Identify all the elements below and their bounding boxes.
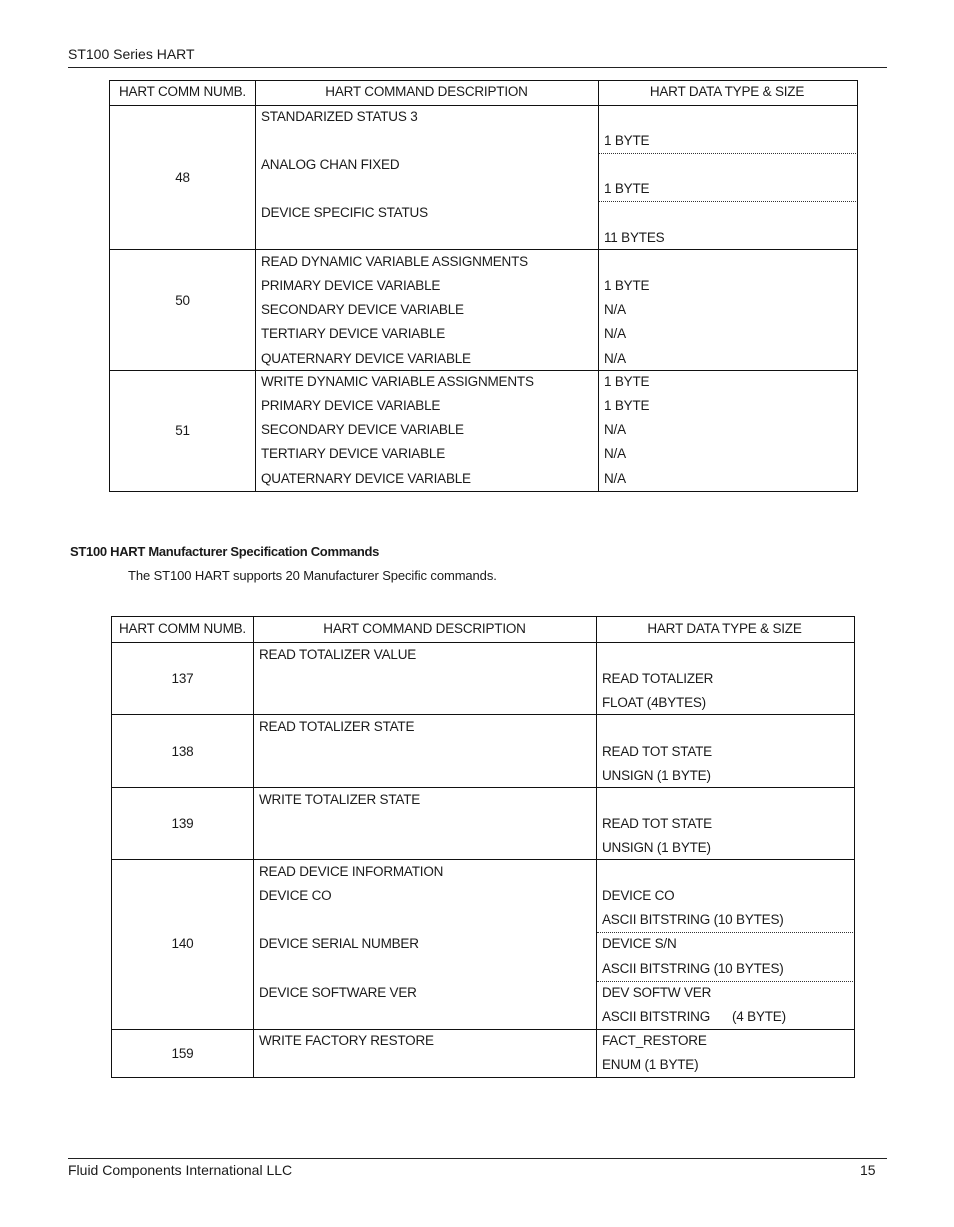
section-text: The ST100 HART supports 20 Manufacturer Specific commands. — [128, 568, 497, 583]
data-type: FLOAT (4BYTES) — [602, 695, 706, 710]
hart-commands-table-1 — [109, 80, 858, 492]
command-description: DEVICE SERIAL NUMBER — [259, 936, 419, 951]
data-type: FACT_RESTORE — [602, 1033, 707, 1048]
dotted-divider — [597, 981, 853, 982]
data-type: ENUM (1 BYTE) — [602, 1057, 699, 1072]
data-type: 11 BYTES — [604, 230, 665, 245]
table-row — [112, 1029, 854, 1078]
command-number: 137 — [171, 671, 194, 686]
command-description: ANALOG CHAN FIXED — [261, 157, 400, 172]
command-description: DEVICE SPECIFIC STATUS — [261, 205, 428, 220]
command-description: STANDARIZED STATUS 3 — [261, 109, 418, 124]
data-type: 1 BYTE — [604, 278, 650, 293]
data-type: N/A — [604, 471, 626, 486]
footer-company: Fluid Components International LLC — [68, 1162, 293, 1178]
command-number: 50 — [175, 293, 190, 308]
command-description: WRITE TOTALIZER STATE — [259, 792, 421, 807]
command-description: SECONDARY DEVICE VARIABLE — [261, 302, 464, 317]
command-description: DEVICE SOFTWARE VER — [259, 985, 417, 1000]
dotted-divider — [599, 153, 856, 154]
table-row — [110, 249, 857, 371]
header-comm-numb: HART COMM NUMB. — [118, 84, 246, 99]
data-type: DEVICE S/N — [602, 936, 677, 951]
command-number: 140 — [171, 936, 194, 951]
data-type: UNSIGN (1 BYTE) — [602, 840, 711, 855]
header-comm-numb: HART COMM NUMB. — [118, 621, 246, 636]
table-row — [112, 787, 854, 860]
data-type: READ TOT STATE — [602, 744, 712, 759]
command-description: PRIMARY DEVICE VARIABLE — [261, 278, 441, 293]
command-description: PRIMARY DEVICE VARIABLE — [261, 398, 441, 413]
data-type: UNSIGN (1 BYTE) — [602, 768, 711, 783]
data-type: N/A — [604, 446, 626, 461]
command-description: QUATERNARY DEVICE VARIABLE — [261, 351, 471, 366]
data-type: 1 BYTE — [604, 181, 650, 196]
data-type: DEV SOFTW VER — [602, 985, 712, 1000]
command-number: 138 — [171, 744, 194, 759]
command-description: SECONDARY DEVICE VARIABLE — [261, 422, 464, 437]
table-row — [112, 642, 854, 715]
data-type-size: (4 BYTE) — [732, 1009, 786, 1024]
command-description: WRITE FACTORY RESTORE — [259, 1033, 434, 1048]
command-number: 51 — [175, 423, 190, 438]
command-description: READ DEVICE INFORMATION — [259, 864, 444, 879]
command-description: READ TOTALIZER VALUE — [259, 647, 417, 662]
data-type: DEVICE CO — [602, 888, 675, 903]
data-type: 1 BYTE — [604, 133, 650, 148]
table-row — [110, 105, 857, 250]
table-row — [110, 370, 857, 492]
table-row — [112, 859, 854, 1030]
data-type: ASCII BITSTRING — [602, 1009, 711, 1024]
data-type: READ TOTALIZER — [602, 671, 714, 686]
header-command-description: HART COMMAND DESCRIPTION — [323, 621, 526, 636]
command-number: 48 — [175, 170, 190, 185]
data-type: 1 BYTE — [604, 374, 650, 389]
dotted-divider — [599, 201, 856, 202]
command-description: TERTIARY DEVICE VARIABLE — [261, 326, 446, 341]
command-description: READ DYNAMIC VARIABLE ASSIGNMENTS — [261, 254, 528, 269]
header-data-type-size: HART DATA TYPE & SIZE — [649, 84, 805, 99]
data-type: N/A — [604, 302, 626, 317]
data-type: N/A — [604, 422, 626, 437]
data-type: 1 BYTE — [604, 398, 650, 413]
command-description: TERTIARY DEVICE VARIABLE — [261, 446, 446, 461]
command-description: DEVICE CO — [259, 888, 332, 903]
table-row — [112, 714, 854, 788]
page-number: 15 — [860, 1162, 876, 1178]
command-description: QUATERNARY DEVICE VARIABLE — [261, 471, 471, 486]
table-header-row — [110, 81, 857, 105]
command-description: READ TOTALIZER STATE — [259, 719, 415, 734]
header-data-type-size: HART DATA TYPE & SIZE — [647, 621, 802, 636]
dotted-divider — [597, 932, 853, 933]
data-type: ASCII BITSTRING (10 BYTES) — [602, 912, 784, 927]
data-type: ASCII BITSTRING (10 BYTES) — [602, 961, 784, 976]
section-title: ST100 HART Manufacturer Specification Commands — [70, 544, 380, 559]
command-description: WRITE DYNAMIC VARIABLE ASSIGNMENTS — [261, 374, 534, 389]
footer-rule — [68, 1158, 887, 1159]
command-number: 139 — [171, 816, 194, 831]
data-type: READ TOT STATE — [602, 816, 712, 831]
header-command-description: HART COMMAND DESCRIPTION — [325, 84, 528, 99]
command-number: 159 — [171, 1046, 194, 1061]
data-type: N/A — [604, 326, 626, 341]
hart-commands-table-2 — [111, 616, 855, 1078]
header-rule — [68, 67, 887, 68]
data-type: N/A — [604, 351, 626, 366]
table-header-row — [112, 617, 854, 642]
page-header-title: ST100 Series HART — [68, 46, 195, 62]
